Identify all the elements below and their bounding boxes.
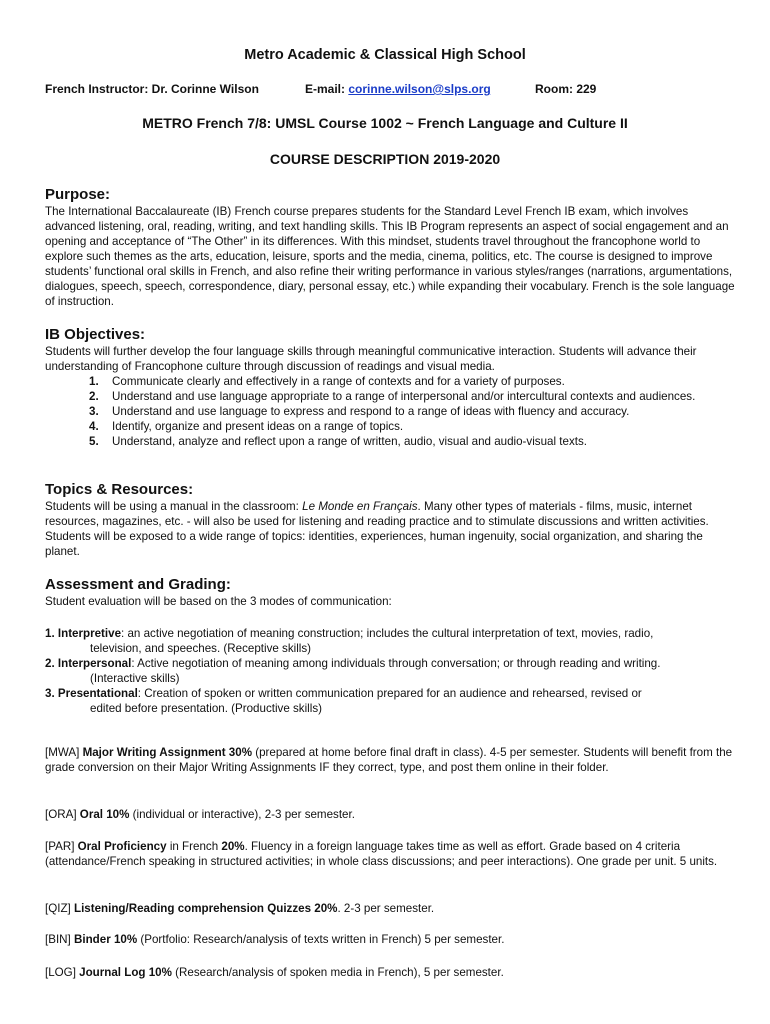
purpose-heading: Purpose: <box>45 186 111 203</box>
topics-section <box>45 481 735 559</box>
mode-interpersonal: 2. Interpersonal: Active negotiation of meaning among individuals through conversation; or through reading and writing. (Interactive skills) <box>45 657 661 685</box>
grading-mwa: [MWA] Major Writing Assignment 30% (prepared at home before final draft in class). 4-5 per semester. Students will benefit from the grade conversion on their Major Writing Assignments IF they correct, type, and post them online in their folder. <box>45 745 733 774</box>
mode-presentational: 3. Presentational: Creation of spoken or written communication prepared for an audience and rehearsed, revised or edited before presentation. (Productive skills) <box>45 687 642 715</box>
list-item: 2. Understand and use language appropriate to a range of interpersonal and/or intercultural contexts and audiences. <box>89 390 696 403</box>
purpose-text: The International Baccalaureate (IB) French course prepares students for the Standard Level French IB exam, which involves advanced listening, oral, reading, writing, and text handling skills. This IB Program represents an aspect of social engagement and an opening and acceptance of “The Other” in its differences. With this mindset, students travel throughout the francophone world to explore such themes as the arts, education, leisure, sports and the media, cinema, politics, etc. The course is designed to improve students’ functional oral skills in French, and also refine their writing performance in various styles/ranges (narrations, argumentations, dialogues, speech, speech, correspondence, diary, personal essay, etc.) while expanding their vocabulary. French is the sole language of instruction. <box>45 205 735 308</box>
objectives-intro: Students will further develop the four language skills through meaningful communicative interaction. Students will advance their understanding of Francophone culture through discussion of readings and visual media. <box>45 345 697 373</box>
list-item: 5. Understand, analyze and reflect upon a range of written, audio, visual and audio-visual texts. <box>89 435 587 448</box>
manual-title: Le Monde en Français <box>302 500 418 513</box>
assessment-intro: Student evaluation will be based on the 3 modes of communication: <box>45 595 392 608</box>
assessment-heading: Assessment and Grading: <box>45 576 231 593</box>
email-block <box>305 82 491 96</box>
list-item: 3. Understand and use language to express and respond to a range of ideas with fluency and accuracy. <box>89 405 630 418</box>
mode-interpretive: 1. Interpretive: an active negotiation of meaning construction; includes the cultural interpretation of text, movies, radio, television, and speeches. (Receptive skills) <box>45 627 654 655</box>
course-title: METRO French 7/8: UMSL Course 1002 ~ French Language and Culture II <box>142 115 628 131</box>
grading-par: [PAR] Oral Proficiency in French 20%. Fluency in a foreign language takes time as well as effort. Grade based on 4 criteria (attendance/French speaking in structured activities; in whole class discussions; and peer interactions). One grade per unit. 5 units. <box>45 839 718 868</box>
topics-text: Students will be using a manual in the classroom: Le Monde en Français. Many other types of materials - films, music, internet resources, magazines, etc. - will also be used for listening and reading practice and to stimulate discussions and written activities. Students will be exposed to a wide range of topics: identities, experiences, human ingenuity, social organization, and sharing the planet. <box>45 500 709 558</box>
list-item: 4. Identify, organize and present ideas on a range of topics. <box>89 420 404 433</box>
email-label: E-mail: <box>305 82 346 96</box>
grading-qiz: [QIZ] Listening/Reading comprehension Quizzes 20%. 2-3 per semester. <box>45 901 435 915</box>
instructor-name: French Instructor: Dr. Corinne Wilson <box>45 82 259 96</box>
grading-ora: [ORA] Oral 10% (individual or interactive), 2-3 per semester. <box>45 807 355 821</box>
grading-log: [LOG] Journal Log 10% (Research/analysis of spoken media in French), 5 per semester. <box>45 965 504 979</box>
objectives-list <box>45 374 735 449</box>
list-item: 1. Communicate clearly and effectively in a range of contexts and for a variety of purposes. <box>89 375 565 388</box>
course-description-title: COURSE DESCRIPTION 2019-2020 <box>269 151 501 167</box>
purpose-section <box>45 186 735 309</box>
grading-bin: [BIN] Binder 10% (Portfolio: Research/analysis of texts written in French) 5 per semester. <box>45 932 505 946</box>
objectives-section <box>45 326 735 449</box>
school-title: Metro Academic & Classical High School <box>244 47 526 63</box>
email-link[interactable]: corinne.wilson@slps.org <box>348 82 491 96</box>
room-number: Room: 229 <box>535 82 597 96</box>
objectives-heading: IB Objectives: <box>45 326 146 343</box>
topics-heading: Topics & Resources: <box>45 481 194 498</box>
assessment-section <box>45 576 735 716</box>
